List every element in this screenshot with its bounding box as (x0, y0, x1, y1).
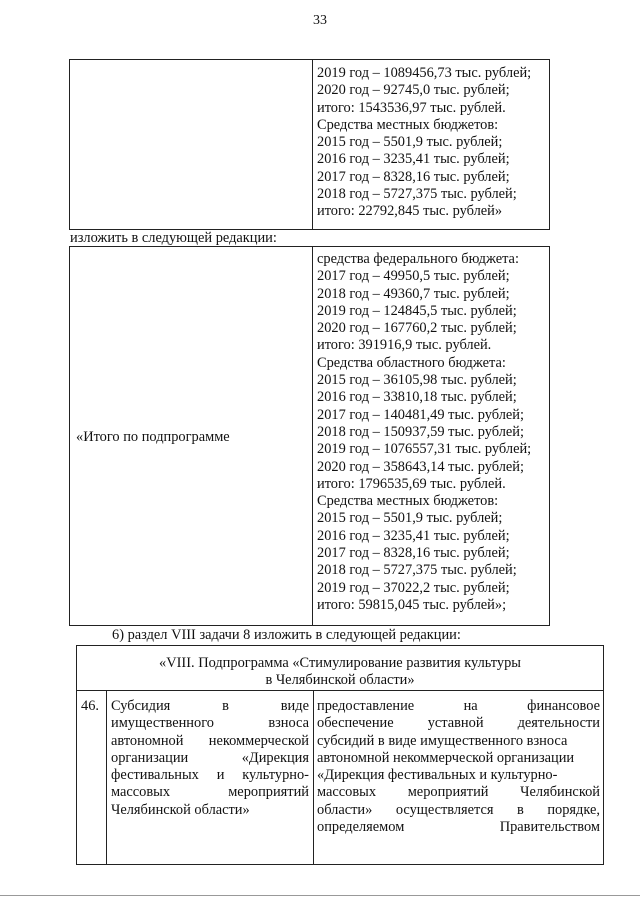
text-line (111, 698, 309, 715)
funding-line: 2019 год – 37022,2 тыс. рублей; (317, 579, 510, 596)
text-word: Субсидия (111, 698, 171, 714)
funding-list-old (317, 65, 531, 221)
text-word: Челябинской (520, 784, 600, 801)
row-number: 46. (81, 698, 99, 714)
measure-name (111, 698, 309, 819)
funding-line: итого: 391916,9 тыс. рублей. (317, 337, 492, 354)
text-word: порядке, (547, 801, 600, 818)
text-word: в (222, 698, 229, 714)
funding-line: 2017 год – 140481,49 тыс. рублей; (317, 406, 524, 423)
text-word: автономной (111, 732, 184, 749)
text-word: в (517, 801, 524, 818)
text-word: мероприятий (228, 784, 309, 801)
funding-line: 2015 год – 36105,98 тыс. рублей; (317, 372, 517, 389)
text-word: массовых (317, 784, 377, 801)
funding-line: 2017 год – 49950,5 тыс. рублей; (317, 268, 510, 285)
funding-line: итого: 59815,045 тыс. рублей»; (317, 596, 507, 613)
text-line (111, 767, 309, 784)
page-bottom-edge (0, 895, 640, 896)
funding-line: 2019 год – 1076557,31 тыс. рублей; (317, 441, 532, 458)
text-line (111, 750, 309, 767)
column-divider (312, 60, 313, 229)
text-word: финансовое (527, 698, 600, 714)
text-word: имущественного (111, 715, 214, 732)
measure-description (317, 698, 600, 836)
funding-line: 2019 год – 124845,5 тыс. рублей; (317, 302, 517, 319)
row-divider (77, 690, 603, 691)
text-word: определяемом (317, 819, 405, 836)
text-word: фестивальных (111, 767, 199, 784)
text-word: деятельности (517, 715, 600, 732)
funding-line: средства федерального бюджета: (317, 251, 519, 267)
funding-line: 2018 год – 5727,375 тыс. рублей; (317, 186, 517, 203)
row-label: «Итого по подпрограмме (76, 429, 230, 445)
text-line (111, 784, 309, 801)
funding-line: 2020 год – 167760,2 тыс. рублей; (317, 320, 517, 337)
instruction-text: изложить в следующей редакции: (70, 230, 277, 246)
funding-line: 2017 год – 8328,16 тыс. рублей; (317, 545, 510, 562)
text-word: массовых (111, 784, 171, 801)
funding-line: 2016 год – 3235,41 тыс. рублей; (317, 527, 510, 544)
text-word: на (463, 698, 478, 714)
funding-line: 2018 год – 150937,59 тыс. рублей; (317, 423, 524, 440)
funding-line: 2019 год – 1089456,73 тыс. рублей; (317, 65, 532, 81)
column-divider (313, 690, 314, 864)
text-line (317, 698, 600, 715)
text-line (317, 802, 600, 819)
funding-list-new (317, 251, 531, 614)
text-word: осуществляется (395, 801, 494, 818)
funding-line: 2020 год – 92745,0 тыс. рублей; (317, 82, 510, 99)
funding-line: 2017 год – 8328,16 тыс. рублей; (317, 168, 510, 185)
funding-line: 2015 год – 5501,9 тыс. рублей; (317, 134, 503, 151)
table-section-viii (76, 645, 604, 865)
section-header (77, 655, 603, 690)
text-word: виде (280, 698, 309, 714)
text-line: автономной некоммерческой организации (317, 749, 575, 766)
column-divider (106, 690, 107, 864)
funding-line: итого: 22792,845 тыс. рублей» (317, 203, 503, 220)
column-divider (312, 247, 313, 625)
text-word: Правительством (499, 819, 600, 836)
text-word: взноса (268, 715, 309, 732)
text-word: и (216, 767, 225, 784)
funding-line: 2016 год – 33810,18 тыс. рублей; (317, 389, 517, 406)
funding-line: 2020 год – 358643,14 тыс. рублей; (317, 458, 524, 475)
instruction-text: 6) раздел VIII задачи 8 изложить в следующей редакции: (112, 627, 461, 643)
section-title: «VIII. Подпрограмма «Стимулирование развития культуры (159, 655, 521, 671)
funding-line: итого: 1543536,97 тыс. рублей. (317, 99, 506, 116)
text-word: организации (111, 749, 189, 766)
text-line: субсидий в виде имущественного взноса (317, 732, 568, 749)
funding-line: Средства местных бюджетов: (317, 116, 499, 133)
text-line: Челябинской области» (111, 801, 250, 818)
text-word: предоставление (317, 698, 415, 714)
funding-line: 2016 год – 3235,41 тыс. рублей; (317, 151, 510, 168)
funding-line: 2015 год – 5501,9 тыс. рублей; (317, 510, 503, 527)
text-line (317, 819, 600, 836)
text-line: «Дирекция фестивальных и культурно- (317, 767, 558, 784)
text-line (317, 715, 600, 732)
page-number: 33 (313, 13, 327, 28)
text-word: культурно- (242, 767, 309, 784)
text-word: некоммерческой (208, 732, 309, 749)
funding-line: Средства областного бюджета: (317, 354, 506, 371)
text-word: области» (317, 801, 373, 818)
funding-line: итого: 1796535,69 тыс. рублей. (317, 475, 506, 492)
text-word: мероприятий (407, 784, 489, 801)
table-continuation (69, 59, 550, 230)
funding-line: Средства местных бюджетов: (317, 493, 499, 510)
funding-line: 2018 год – 5727,375 тыс. рублей; (317, 562, 517, 579)
text-word: обеспечение (317, 715, 394, 732)
text-line (111, 715, 309, 732)
funding-line: 2018 год – 49360,7 тыс. рублей; (317, 285, 510, 302)
table-new-edition (69, 246, 550, 626)
text-word: «Дирекция (241, 749, 309, 766)
text-line (317, 784, 600, 801)
text-line (111, 733, 309, 750)
section-title-continued: в Челябинской области» (265, 672, 415, 689)
text-word: уставной (427, 715, 484, 732)
